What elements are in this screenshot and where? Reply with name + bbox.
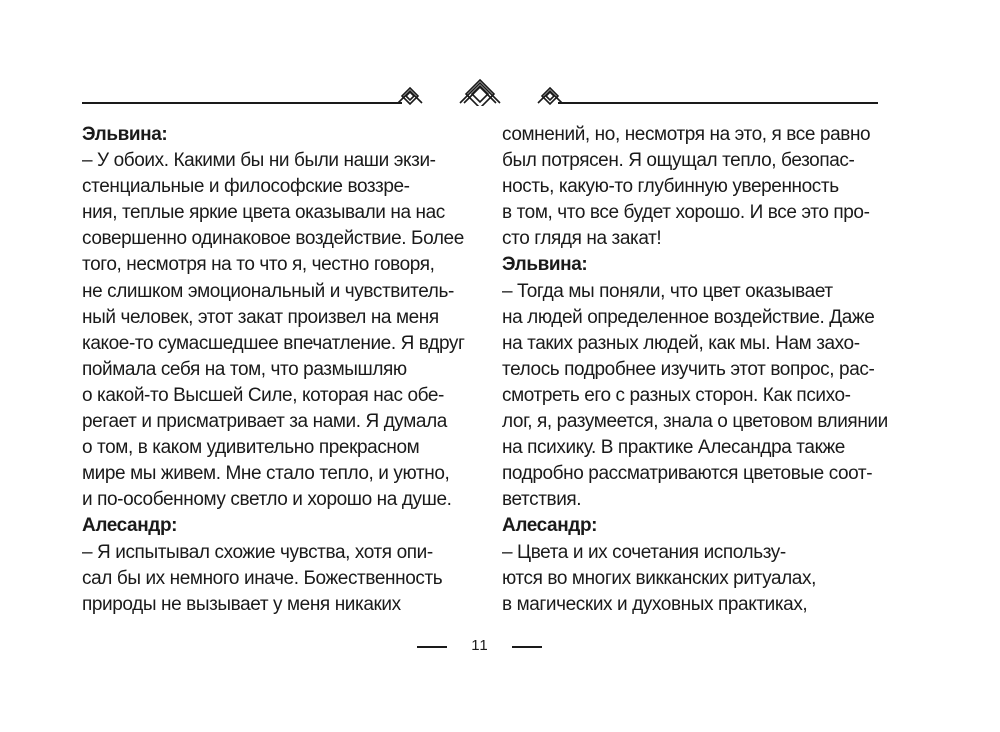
text-line: ются во многих викканских ритуалах, [502,567,816,589]
text-line: не слишком эмоциональный и чувствитель- [82,280,454,302]
text-line: мире мы живем. Мне стало тепло, и уютно, [82,463,450,485]
text-line: совершенно одинаковое воздействие. Более [82,228,464,250]
text-line: ность, какую-то глубинную уверенность [502,176,839,198]
text-line: в магических и духовных практиках, [502,593,808,615]
header-rule-right [558,102,878,104]
text-line: ния, теплые яркие цвета оказывали на нас [82,202,445,224]
text-line: и по-особенному светло и хорошо на душе. [82,489,452,511]
text-line: ный человек, этот закат произвел на меня [82,306,439,328]
footer-dash-left [417,646,447,648]
text-line: подробно рассматриваются цветовые соот- [502,463,873,485]
text-line: о том, в каком удивительно прекрасном [82,437,420,459]
header-rule-left [82,102,402,104]
page-footer [0,634,1000,658]
ornament-icon [392,76,568,106]
text-line: регает и присматривает за нами. Я думала [82,411,447,433]
text-line: – Цвета и их сочетания использу- [502,541,786,563]
text-line: в том, что все будет хорошо. И все это про- [502,202,870,224]
text-line: ветствия. [502,489,582,511]
text-line: стенциальные и философские воззре- [82,176,410,198]
text-line: того, несмотря на то что я, честно говоря, [82,254,435,276]
footer-dash-right [512,646,542,648]
speaker-name: Алесандр: [82,515,178,537]
text-line: природы не вызывает у меня никаких [82,593,401,615]
left-column [82,122,492,618]
text-line: – У обоих. Какими бы ни были наши экзи- [82,150,436,172]
text-line: о какой-то Высшей Силе, которая нас обе- [82,384,444,406]
text-line: поймала себя на том, что размышляю [82,358,407,380]
text-line: на психику. В практике Алесандра также [502,437,845,459]
text-line: сомнений, но, несмотря на это, я все равно [502,124,871,145]
text-line: сто глядя на закат! [502,228,662,250]
text-line: лог, я, разумеется, знала о цветовом влиянии [502,411,888,433]
text-line: – Я испытывал схожие чувства, хотя опи- [82,541,433,563]
text-line: какое-то сумасшедшее впечатление. Я вдруг [82,332,465,354]
text-line: сал бы их немного иначе. Божественность [82,567,443,589]
text-line: на людей определенное воздействие. Даже [502,306,875,328]
speaker-name: Эльвина: [502,254,588,276]
text-line: на таких разных людей, как мы. Нам захо- [502,332,860,354]
text-line: смотреть его с разных сторон. Как психо- [502,384,851,406]
speaker-name: Алесандр: [502,515,598,537]
text-line: телось подробнее изучить этот вопрос, рас- [502,358,875,380]
text-line: – Тогда мы поняли, что цвет оказывает [502,280,833,302]
right-column [502,122,912,618]
text-line: был потрясен. Я ощущал тепло, безопас- [502,150,855,172]
page-number: 11 [471,637,489,654]
speaker-name: Эльвина: [82,124,168,145]
